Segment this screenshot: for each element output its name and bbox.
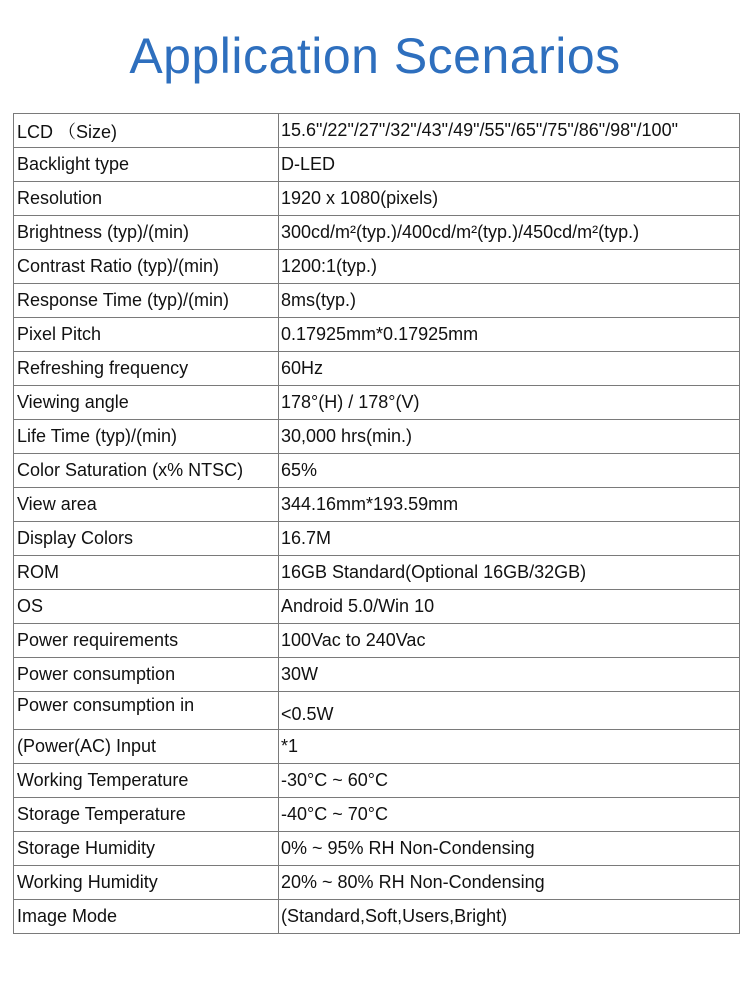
spec-value: 16GB Standard(Optional 16GB/32GB) [279, 556, 740, 590]
spec-value: -30°C ~ 60°C [279, 764, 740, 798]
table-row [14, 148, 740, 182]
spec-label: Resolution [14, 182, 279, 216]
table-row [14, 900, 740, 934]
spec-value: (Standard,Soft,Users,Bright) [279, 900, 740, 934]
table-row [14, 658, 740, 692]
spec-value: 100Vac to 240Vac [279, 624, 740, 658]
spec-value: 1920 x 1080(pixels) [279, 182, 740, 216]
table-row [14, 590, 740, 624]
spec-value: 20% ~ 80% RH Non-Condensing [279, 866, 740, 900]
spec-value: 300cd/m²(typ.)/400cd/m²(typ.)/450cd/m²(typ.) [279, 216, 740, 250]
spec-label: Refreshing frequency [14, 352, 279, 386]
spec-label: Color Saturation (x% NTSC) [14, 454, 279, 488]
page-title: Application Scenarios [129, 28, 621, 84]
table-row [14, 216, 740, 250]
table-row [14, 624, 740, 658]
spec-value: <0.5W [279, 692, 740, 730]
spec-label: Storage Temperature [14, 798, 279, 832]
spec-table [13, 113, 740, 934]
spec-value: *1 [279, 730, 740, 764]
spec-label: Viewing angle [14, 386, 279, 420]
spec-value: 30,000 hrs(min.) [279, 420, 740, 454]
spec-value: 0.17925mm*0.17925mm [279, 318, 740, 352]
spec-label: (Power(AC) Input [14, 730, 279, 764]
spec-label: Power consumption [14, 658, 279, 692]
spec-label: Working Humidity [14, 866, 279, 900]
spec-label: Pixel Pitch [14, 318, 279, 352]
table-row [14, 318, 740, 352]
table-row [14, 386, 740, 420]
table-row [14, 692, 740, 730]
spec-label: Display Colors [14, 522, 279, 556]
spec-value: 30W [279, 658, 740, 692]
spec-label: Response Time (typ)/(min) [14, 284, 279, 318]
table-row [14, 454, 740, 488]
spec-value: 1200:1(typ.) [279, 250, 740, 284]
spec-value: -40°C ~ 70°C [279, 798, 740, 832]
spec-value: 65% [279, 454, 740, 488]
table-row [14, 522, 740, 556]
spec-label: Power requirements [14, 624, 279, 658]
spec-label: Image Mode [14, 900, 279, 934]
table-row [14, 488, 740, 522]
table-row [14, 798, 740, 832]
spec-value: Android 5.0/Win 10 [279, 590, 740, 624]
spec-value: 0% ~ 95% RH Non-Condensing [279, 832, 740, 866]
spec-label: OS [14, 590, 279, 624]
table-row [14, 352, 740, 386]
spec-label: LCD （Size) [14, 114, 279, 148]
spec-value: 15.6"/22"/27"/32"/43"/49"/55"/65"/75"/86"/98"/100" [279, 114, 740, 148]
table-row [14, 250, 740, 284]
spec-label: View area [14, 488, 279, 522]
table-row [14, 556, 740, 590]
spec-value: D-LED [279, 148, 740, 182]
spec-value: 16.7M [279, 522, 740, 556]
spec-label: Life Time (typ)/(min) [14, 420, 279, 454]
table-row [14, 284, 740, 318]
table-row [14, 420, 740, 454]
spec-label: Power consumption in [14, 692, 279, 730]
spec-label: ROM [14, 556, 279, 590]
spec-label: Contrast Ratio (typ)/(min) [14, 250, 279, 284]
spec-label: Brightness (typ)/(min) [14, 216, 279, 250]
table-row [14, 182, 740, 216]
spec-label: Working Temperature [14, 764, 279, 798]
table-row [14, 764, 740, 798]
spec-value: 178°(H) / 178°(V) [279, 386, 740, 420]
spec-value: 60Hz [279, 352, 740, 386]
table-row [14, 730, 740, 764]
spec-label: Storage Humidity [14, 832, 279, 866]
table-row [14, 114, 740, 148]
spec-value: 8ms(typ.) [279, 284, 740, 318]
spec-value: 344.16mm*193.59mm [279, 488, 740, 522]
spec-label: Backlight type [14, 148, 279, 182]
table-row [14, 832, 740, 866]
table-row [14, 866, 740, 900]
